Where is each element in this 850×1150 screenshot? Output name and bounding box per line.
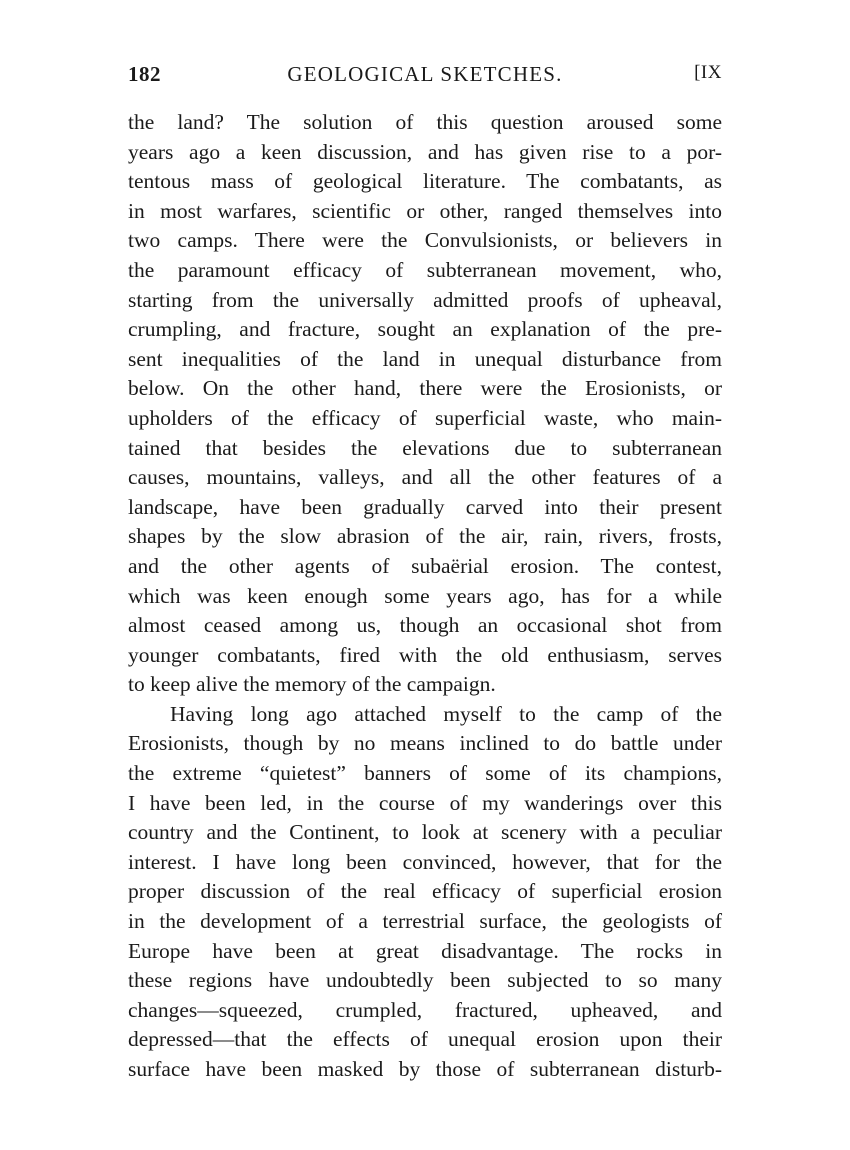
text-line: sent inequalities of the land in unequal disturbance from [128, 346, 722, 371]
text-line: depressed—that the effects of unequal erosion upon their [128, 1027, 722, 1052]
text-line: crumpling, and fracture, sought an explanation of the pre- [128, 317, 722, 342]
text-line: Having long ago attached myself to the camp of the [170, 701, 722, 726]
text-line: in the development of a terrestrial surface, the geologists of [128, 909, 722, 934]
text-line: in most warfares, scientific or other, ranged themselves into [128, 198, 722, 223]
text-line: almost ceased among us, though an occasional shot from [128, 613, 722, 638]
text-line: Erosionists, though by no means inclined to do battle under [128, 731, 722, 756]
text-line: interest. I have long been convinced, however, that for the [128, 849, 722, 874]
text-line: the paramount efficacy of subterranean movement, who, [128, 257, 722, 282]
text-line: tained that besides the elevations due to subterranean [128, 435, 722, 460]
text-line: country and the Continent, to look at scenery with a peculiar [128, 820, 722, 845]
running-head [128, 62, 722, 96]
text-line: tentous mass of geological literature. The combatants, as [128, 169, 722, 194]
text-line: to keep alive the memory of the campaign. [128, 672, 496, 697]
text-line: starting from the universally admitted proofs of upheaval, [128, 287, 722, 312]
text-line: proper discussion of the real efficacy of superficial erosion [128, 879, 722, 904]
chapter-mark: [IX [694, 62, 722, 83]
text-line: landscape, have been gradually carved into their present [128, 494, 722, 519]
text-line: and the other agents of subaërial erosion. The contest, [128, 553, 722, 578]
text-line: changes—squeezed, crumpled, fractured, upheaved, and [128, 997, 722, 1022]
text-line: the land? The solution of this question aroused some [128, 110, 722, 134]
text-line: shapes by the slow abrasion of the air, rain, rivers, frosts, [128, 524, 722, 549]
text-line: below. On the other hand, there were the Erosionists, or [128, 376, 722, 401]
text-line: causes, mountains, valleys, and all the other features of a [128, 465, 722, 490]
text-line: which was keen enough some years ago, has for a while [128, 583, 722, 608]
text-line: these regions have undoubtedly been subjected to so many [128, 968, 722, 993]
text-line: I have been led, in the course of my wanderings over this [128, 790, 722, 815]
page-number: 182 [128, 62, 161, 86]
text-line: the extreme “quietest” banners of some of its champions, [128, 761, 722, 786]
running-title: GEOLOGICAL SKETCHES. [287, 62, 563, 86]
text-line: Europe have been at great disadvantage. The rocks in [128, 938, 722, 963]
text-line: two camps. There were the Convulsionists, or believers in [128, 228, 722, 253]
text-line: upholders of the efficacy of superficial waste, who main- [128, 405, 722, 430]
text-line: younger combatants, fired with the old enthusiasm, serves [128, 642, 722, 667]
text-line: years ago a keen discussion, and has given rise to a por- [128, 139, 722, 164]
text-line: surface have been masked by those of subterranean disturb- [128, 1057, 722, 1081]
body-text [128, 108, 722, 1085]
